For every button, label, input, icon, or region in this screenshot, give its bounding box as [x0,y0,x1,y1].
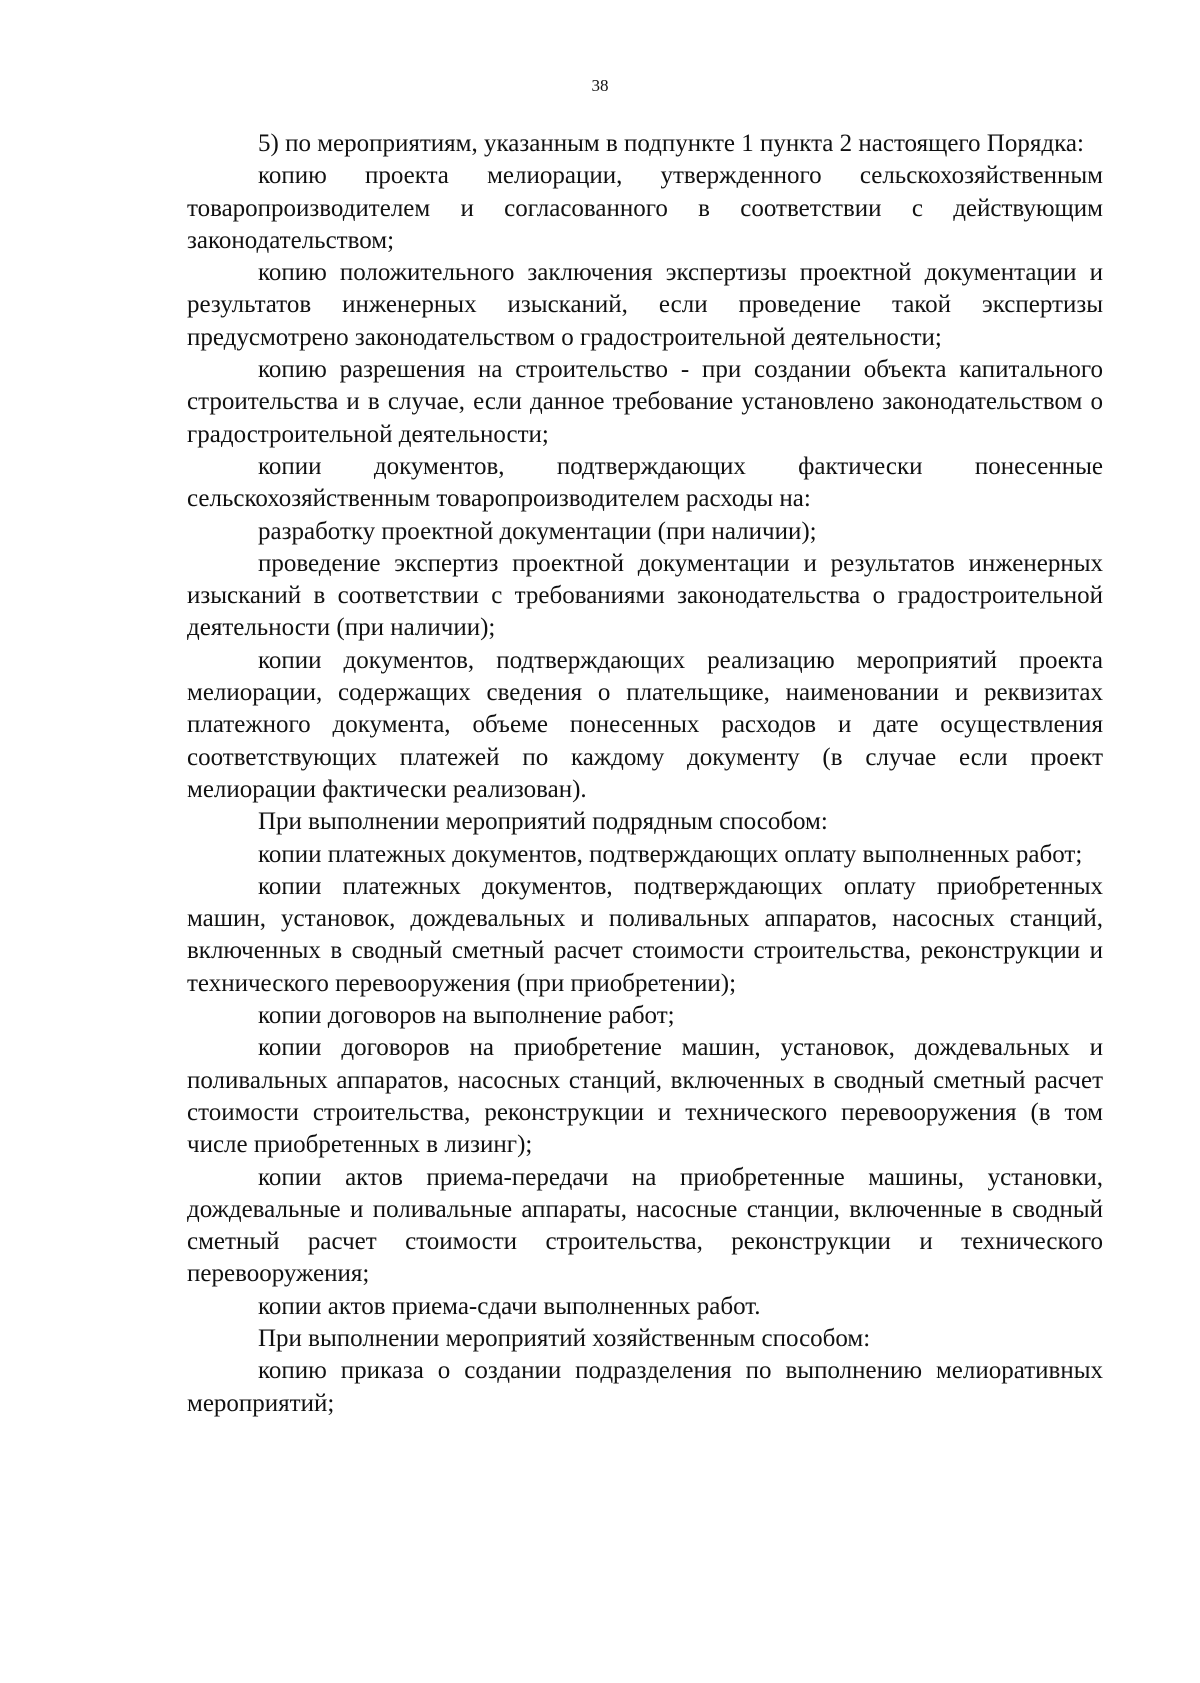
paragraph: копии договоров на выполнение работ; [258,1002,675,1030]
paragraph: копии актов приема-передачи на приобретенные машины, установки, дождевальные и поливальные аппараты, насосные станции, включенные в сводный сметный расчет стоимости строительства, реконструкции и технического перевооружения; [187,1163,1103,1288]
paragraph: копии документов, подтверждающих фактически понесенные сельскохозяйственным товаропроизводителем расходы на: [187,452,1103,513]
paragraph: При выполнении мероприятий подрядным способом: [258,808,828,836]
paragraph: копии актов приема-сдачи выполненных работ. [258,1292,761,1320]
paragraph: копии документов, подтверждающих реализацию мероприятий проекта мелиорации, содержащих сведения о плательщике, наименовании и реквизитах платежного документа, объеме понесенных расходов и дате осуществления соответствующих платежей по каждому документу (в случае если проект мелиорации фактически реализован). [187,646,1103,803]
paragraph: копии договоров на приобретение машин, установок, дождевальных и поливальных аппаратов, насосных станций, включенных в сводный сметный расчет стоимости строительства, реконструкции и технического перевооружения (в том числе приобретенных в лизинг); [187,1034,1103,1159]
paragraph: копию приказа о создании подразделения по выполнению мелиоративных мероприятий; [187,1357,1103,1417]
paragraph: копию разрешения на строительство - при создании объекта капитального строительства и в случае, если данное требование установлено законодательством о градостроительной деятельности; [187,356,1103,448]
page-number: 38 [591,76,609,95]
paragraph: копии платежных документов, подтверждающих оплату выполненных работ; [258,840,1083,868]
document-body [187,128,1103,1420]
paragraph: разработку проектной документации (при наличии); [258,517,817,545]
paragraph: При выполнении мероприятий хозяйственным способом: [258,1324,871,1352]
paragraph: 5) по мероприятиям, указанным в подпункте 1 пункта 2 настоящего Порядка: [258,130,1084,157]
paragraph: копию проекта мелиорации, утвержденного сельскохозяйственным товаропроизводителем и согласованного в соответствии с действующим законодательством; [187,162,1103,254]
paragraph: копии платежных документов, подтверждающих оплату приобретенных машин, установок, дождевальных и поливальных аппаратов, насосных станций, включенных в сводный сметный расчет стоимости строительства, реконструкции и технического перевооружения (при приобретении); [187,872,1103,997]
paragraph: копию положительного заключения экспертизы проектной документации и результатов инженерных изысканий, если проведение такой экспертизы предусмотрено законодательством о градостроительной деятельности; [187,259,1103,351]
paragraph: проведение экспертиз проектной документации и результатов инженерных изысканий в соответствии с требованиями законодательства о градостроительной деятельности (при наличии); [187,549,1103,642]
